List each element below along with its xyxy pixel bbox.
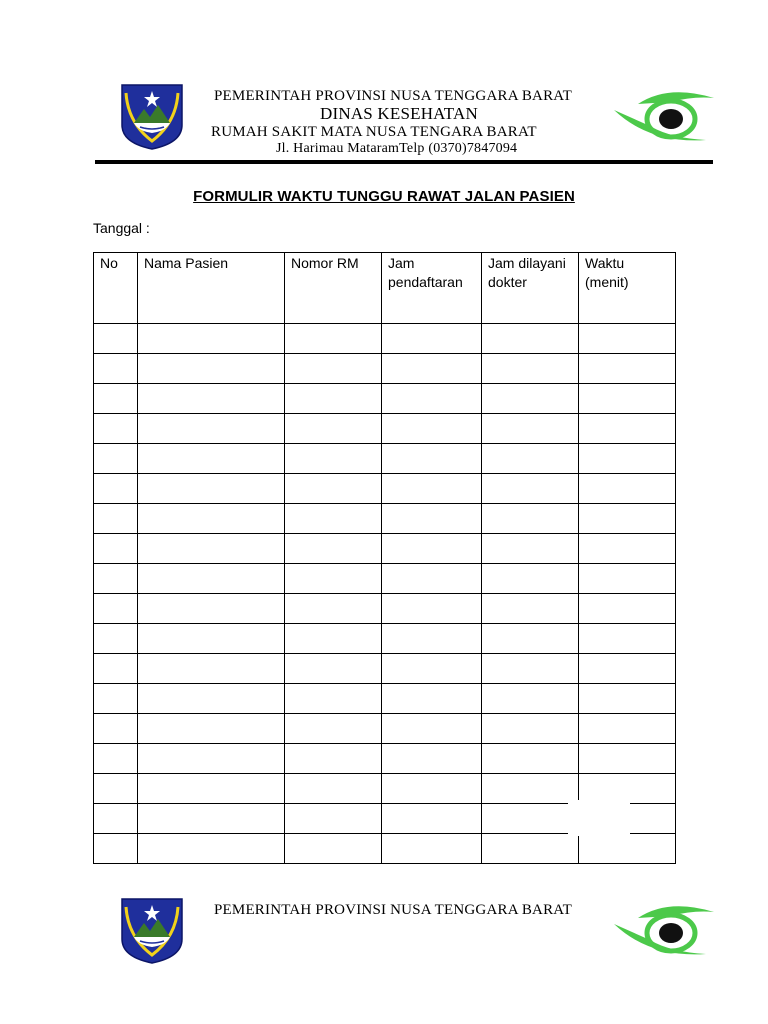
table-row	[94, 414, 676, 444]
table-cell	[94, 774, 138, 804]
table-cell	[579, 654, 676, 684]
table-cell	[579, 594, 676, 624]
table-cell	[482, 834, 579, 864]
table-cell	[285, 384, 382, 414]
header-government-line: PEMERINTAH PROVINSI NUSA TENGGARA BARAT	[214, 88, 573, 104]
table-cell	[285, 444, 382, 474]
table-cell	[285, 654, 382, 684]
table-cell	[382, 744, 482, 774]
table-cell	[138, 444, 285, 474]
column-header-nomor-rm: Nomor RM	[285, 253, 382, 324]
table-row	[94, 354, 676, 384]
table-cell	[94, 804, 138, 834]
table-cell	[94, 624, 138, 654]
table-cell	[285, 354, 382, 384]
table-cell	[482, 534, 579, 564]
table-cell	[579, 564, 676, 594]
table-cell	[579, 444, 676, 474]
table-cell	[285, 624, 382, 654]
table-row	[94, 384, 676, 414]
table-row	[94, 504, 676, 534]
table-row	[94, 564, 676, 594]
table-cell	[94, 564, 138, 594]
table-cell	[138, 414, 285, 444]
table-cell	[94, 354, 138, 384]
table-cell	[482, 744, 579, 774]
table-body	[94, 324, 676, 864]
table-cell	[94, 384, 138, 414]
table-cell	[579, 354, 676, 384]
provincial-crest-icon	[120, 897, 184, 965]
header-agency-title: DINAS KESEHATAN	[320, 104, 478, 123]
green-eye-icon	[610, 88, 726, 148]
table-cell	[579, 414, 676, 444]
column-header-jam-pendaftaran: Jam pendaftaran	[382, 253, 482, 324]
table-cell	[138, 714, 285, 744]
table-cell	[382, 534, 482, 564]
table-cell	[138, 774, 285, 804]
table-row	[94, 624, 676, 654]
header-hospital-name: RUMAH SAKIT MATA NUSA TENGARA BARAT	[211, 124, 537, 140]
table-cell	[138, 504, 285, 534]
table-cell	[94, 714, 138, 744]
table-cell	[482, 384, 579, 414]
table-cell	[382, 834, 482, 864]
table-cell	[285, 504, 382, 534]
table-cell	[482, 594, 579, 624]
table-cell	[94, 444, 138, 474]
table-row	[94, 834, 676, 864]
table-cell	[482, 504, 579, 534]
header-divider	[95, 160, 713, 164]
table-cell	[94, 594, 138, 624]
table-cell	[285, 714, 382, 744]
table-row	[94, 714, 676, 744]
table-cell	[285, 684, 382, 714]
table-cell	[285, 594, 382, 624]
table-cell	[285, 414, 382, 444]
table-row	[94, 324, 676, 354]
table-cell	[382, 804, 482, 834]
table-cell	[579, 744, 676, 774]
date-label: Tanggal :	[93, 220, 150, 236]
table-cell	[482, 804, 579, 834]
form-title: FORMULIR WAKTU TUNGGU RAWAT JALAN PASIEN	[193, 188, 575, 205]
table-cell	[382, 504, 482, 534]
column-header-jam-dilayani-dokter: Jam dilayani dokter	[482, 253, 579, 324]
table-cell	[382, 594, 482, 624]
table-cell	[94, 324, 138, 354]
table-cell	[382, 354, 482, 384]
table-cell	[579, 384, 676, 414]
provincial-crest-icon	[120, 83, 184, 151]
table-cell	[285, 474, 382, 504]
table-cell	[94, 474, 138, 504]
table-cell	[138, 534, 285, 564]
table-cell	[138, 834, 285, 864]
table-cell	[138, 684, 285, 714]
table-cell	[94, 504, 138, 534]
table-row	[94, 594, 676, 624]
table-cell	[579, 324, 676, 354]
table-cell	[579, 834, 676, 864]
table-cell	[482, 624, 579, 654]
table-row	[94, 474, 676, 504]
table-cell	[579, 624, 676, 654]
table-cell	[382, 324, 482, 354]
table-cell	[94, 534, 138, 564]
table-cell	[382, 624, 482, 654]
table-row	[94, 444, 676, 474]
table-cell	[94, 744, 138, 774]
table-cell	[482, 714, 579, 744]
table-cell	[482, 654, 579, 684]
table-row	[94, 684, 676, 714]
waiting-time-table	[93, 252, 676, 864]
table-cell	[94, 684, 138, 714]
table-cell	[382, 564, 482, 594]
table-cell	[94, 414, 138, 444]
table-row	[94, 654, 676, 684]
table-cell	[285, 744, 382, 774]
table-cell	[285, 324, 382, 354]
column-header-waktu-menit: Waktu (menit)	[579, 253, 676, 324]
table-cell	[382, 684, 482, 714]
table-row	[94, 534, 676, 564]
table-cell	[579, 684, 676, 714]
table-cell	[138, 804, 285, 834]
table-cell	[382, 714, 482, 744]
table-cell	[579, 774, 676, 804]
footer-government-line: PEMERINTAH PROVINSI NUSA TENGGARA BARAT	[214, 902, 573, 918]
table-row	[94, 774, 676, 804]
table-cell	[138, 474, 285, 504]
table-cell	[382, 474, 482, 504]
correction-patch	[568, 800, 630, 836]
table-cell	[482, 774, 579, 804]
table-cell	[138, 624, 285, 654]
table-cell	[382, 414, 482, 444]
table-cell	[579, 474, 676, 504]
table-cell	[138, 384, 285, 414]
table-row	[94, 744, 676, 774]
table-cell	[482, 444, 579, 474]
table-cell	[579, 504, 676, 534]
table-cell	[382, 654, 482, 684]
table-cell	[138, 594, 285, 624]
table-cell	[285, 834, 382, 864]
column-header-no: No	[94, 253, 138, 324]
table-cell	[285, 564, 382, 594]
table-cell	[482, 324, 579, 354]
table-cell	[482, 414, 579, 444]
table-cell	[382, 384, 482, 414]
table-cell	[482, 354, 579, 384]
table-cell	[482, 564, 579, 594]
green-eye-icon	[610, 902, 726, 962]
table-cell	[382, 774, 482, 804]
table-cell	[285, 804, 382, 834]
table-cell	[138, 324, 285, 354]
table-cell	[482, 474, 579, 504]
table-cell	[138, 564, 285, 594]
table-cell	[579, 534, 676, 564]
header-address: Jl. Harimau MataramTelp (0370)7847094	[276, 141, 518, 156]
table-cell	[382, 444, 482, 474]
table-cell	[138, 654, 285, 684]
column-header-nama-pasien: Nama Pasien	[138, 253, 285, 324]
table-cell	[482, 684, 579, 714]
table-cell	[285, 534, 382, 564]
table-cell	[138, 744, 285, 774]
table-cell	[94, 834, 138, 864]
table-cell	[579, 714, 676, 744]
table-header-row	[94, 253, 676, 324]
table-cell	[285, 774, 382, 804]
table-cell	[94, 654, 138, 684]
table-cell	[138, 354, 285, 384]
